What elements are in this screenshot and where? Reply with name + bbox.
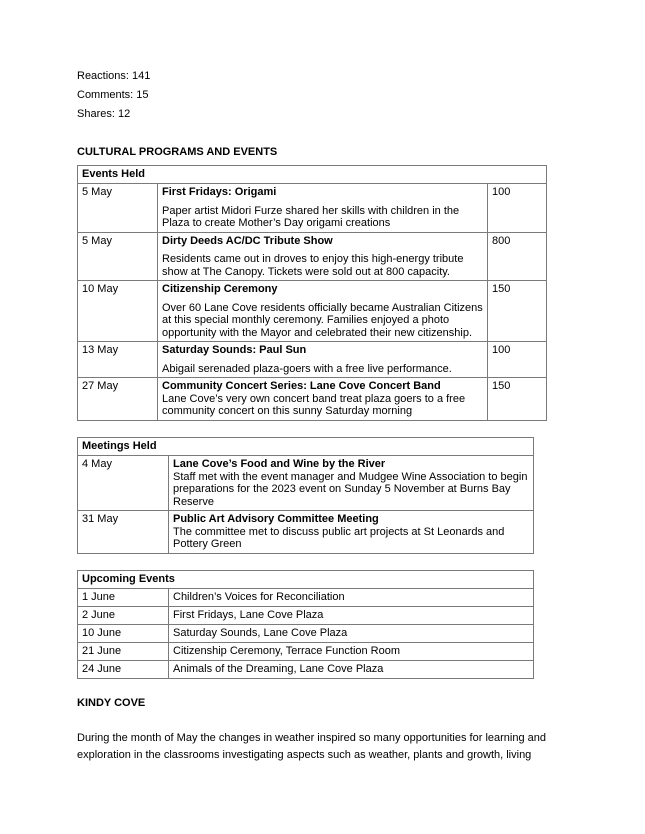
event-date: 10 May: [78, 281, 158, 342]
upcoming-date: 1 June: [78, 589, 169, 607]
comments-count: Comments: 15: [77, 89, 149, 101]
events-held-table: [77, 165, 547, 421]
table-row: [78, 511, 534, 554]
event-attendance: 100: [488, 342, 547, 378]
upcoming-date: 10 June: [78, 625, 169, 643]
table-row: [78, 643, 534, 661]
upcoming-event: Children’s Voices for Reconciliation: [169, 589, 534, 607]
meeting-cell: [169, 456, 534, 511]
event-date: 27 May: [78, 378, 158, 421]
event-title: Citizenship Ceremony: [162, 283, 278, 295]
table-row: [78, 607, 534, 625]
upcoming-event: Citizenship Ceremony, Terrace Function Room: [169, 643, 534, 661]
event-description: Over 60 Lane Cove residents officially became Australian Citizens at this special monthly ceremony. Families enjoyed a photo opportunity with the Mayor and celebrated their new citizenship.: [162, 301, 483, 339]
kindy-cove-paragraph: During the month of May the changes in weather inspired so many opportunities for learning and exploration in the classrooms investigating aspects such as weather, plants and growth, living: [77, 732, 546, 761]
shares-count: Shares: 12: [77, 108, 131, 120]
table-row: [78, 378, 547, 421]
events-held-header: Events Held: [78, 166, 547, 184]
meeting-description: Staff met with the event manager and Mudgee Wine Association to begin preparations for the 2023 event on Sunday 5 November at Burns Bay Reserve: [173, 470, 528, 508]
event-cell: [158, 342, 488, 378]
event-attendance: 800: [488, 232, 547, 281]
table-row: [78, 184, 547, 233]
upcoming-event: First Fridays, Lane Cove Plaza: [169, 607, 534, 625]
meeting-cell: [169, 511, 534, 554]
event-attendance: 150: [488, 281, 547, 342]
cultural-programs-heading: CULTURAL PROGRAMS AND EVENTS: [77, 146, 278, 158]
table-row: [78, 661, 534, 679]
upcoming-events-table: [77, 570, 534, 679]
event-attendance: 100: [488, 184, 547, 233]
table-row: [78, 342, 547, 378]
event-description: Abigail serenaded plaza-goers with a free live performance.: [162, 362, 452, 375]
reactions-count: Reactions: 141: [77, 70, 151, 82]
event-title: Dirty Deeds AC/DC Tribute Show: [162, 234, 333, 247]
upcoming-date: 2 June: [78, 607, 169, 625]
upcoming-event: Animals of the Dreaming, Lane Cove Plaza: [169, 661, 534, 679]
event-title: Saturday Sounds: Paul Sun: [162, 344, 307, 356]
event-cell: [158, 378, 488, 421]
event-attendance: 150: [488, 378, 547, 421]
table-row: [78, 589, 534, 607]
event-cell: [158, 281, 488, 342]
upcoming-events-header: Upcoming Events: [78, 571, 534, 589]
kindy-cove-heading: KINDY COVE: [77, 697, 146, 709]
meeting-description: The committee met to discuss public art projects at St Leonards and Pottery Green: [173, 525, 505, 550]
upcoming-date: 24 June: [78, 661, 169, 679]
meeting-title: Public Art Advisory Committee Meeting: [173, 513, 379, 525]
meetings-held-header: Meetings Held: [78, 438, 534, 456]
event-description: Lane Cove’s very own concert band treat plaza goers to a free community concert on this sunny Saturday morning: [162, 392, 466, 417]
meeting-title: Lane Cove’s Food and Wine by the River: [173, 458, 386, 470]
table-row: [78, 625, 534, 643]
upcoming-event: Saturday Sounds, Lane Cove Plaza: [169, 625, 534, 643]
upcoming-date: 21 June: [78, 643, 169, 661]
meeting-date: 31 May: [78, 511, 169, 554]
table-row: [78, 281, 547, 342]
event-description: Paper artist Midori Furze shared her skills with children in the Plaza to create Mother’s Day origami creations: [162, 204, 460, 229]
meeting-date: 4 May: [78, 456, 169, 511]
event-cell: [158, 184, 488, 233]
event-date: 5 May: [78, 184, 158, 233]
meetings-held-table: [77, 437, 534, 554]
event-title: First Fridays: Origami: [162, 186, 277, 198]
table-row: [78, 232, 547, 281]
event-title: Community Concert Series: Lane Cove Concert Band: [162, 380, 441, 392]
event-date: 13 May: [78, 342, 158, 378]
table-row: [78, 456, 534, 511]
event-date: 5 May: [78, 232, 158, 281]
event-description: Residents came out in droves to enjoy this high-energy tribute show at The Canopy. Tickets were sold out at 800 capacity.: [162, 253, 464, 278]
event-cell: [158, 232, 488, 281]
